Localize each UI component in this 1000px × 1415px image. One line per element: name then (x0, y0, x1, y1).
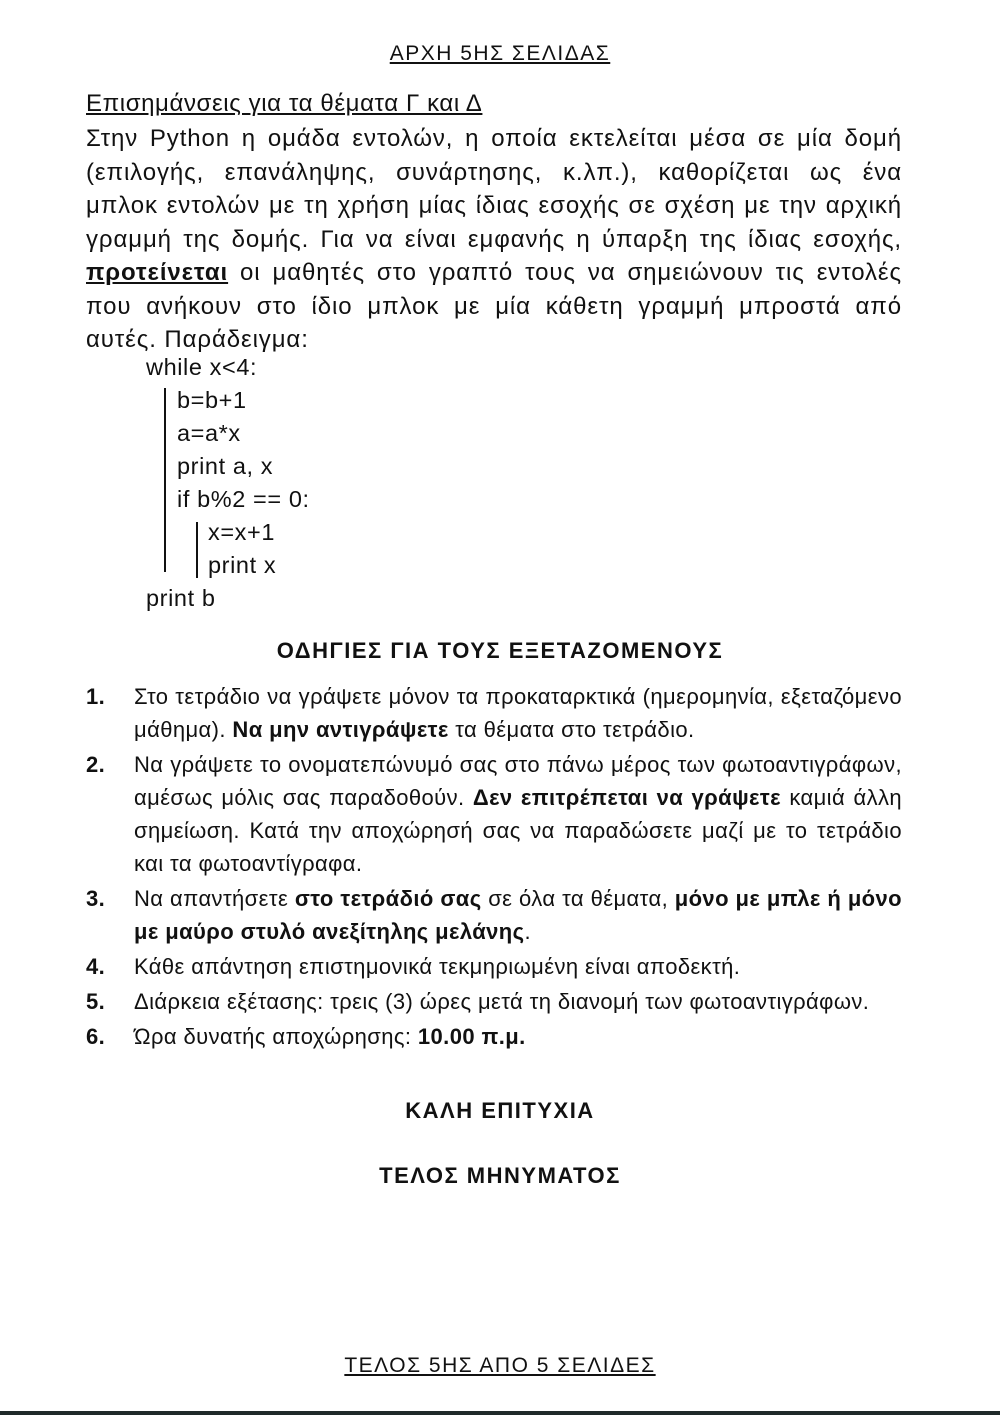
item-number: 3. (86, 886, 106, 911)
code-line-print-ax: print a, x (177, 453, 274, 479)
list-item: 6. Ώρα δυνατής αποχώρησης: 10.00 π.μ. (86, 1020, 902, 1053)
list-item: 5. Διάρκεια εξέτασης: τρεις (3) ώρες μετά τη διανομή των φωτοαντιγράφων. (86, 985, 902, 1018)
block-bar-inner (196, 522, 198, 578)
list-item: 1. Στο τετράδιο να γράψετε μόνον τα προκαταρκτικά (ημερομηνία, εξεταζόμενο μάθημα). Να μην αντιγράψετε τα θέματα στο τετράδιο. (86, 680, 902, 746)
end-of-message-heading: ΤΕΛΟΣ ΜΗΝΥΜΑΤΟΣ (379, 1163, 621, 1188)
code-line-b: b=b+1 (177, 387, 247, 413)
bottom-border (0, 1411, 1000, 1415)
list-item: 4. Κάθε απάντηση επιστημονικά τεκμηριωμένη είναι αποδεκτή. (86, 950, 902, 983)
notes-title: Επισημάνσεις για τα θέματα Γ και Δ (86, 90, 483, 117)
code-line-print-x: print x (208, 552, 277, 578)
instructions-list (86, 680, 902, 1053)
item-number: 5. (86, 989, 106, 1014)
item-number: 2. (86, 752, 106, 777)
item-number: 6. (86, 1024, 106, 1049)
notes-emphasis: προτείνεται (86, 259, 229, 286)
good-luck-heading: ΚΑΛΗ ΕΠΙΤΥΧΙΑ (405, 1098, 595, 1123)
item-number: 1. (86, 684, 106, 709)
code-line-while: while x<4: (146, 354, 258, 380)
code-line-a: a=a*x (177, 420, 241, 446)
code-line-x: x=x+1 (208, 519, 276, 545)
list-item: 2. Να γράψετε το ονοματεπώνυμό σας στο πάνω μέρος των φωτοαντιγράφων, αμέσως μόλις σας παραδοθούν. Δεν επιτρέπεται να γράψετε καμιά άλλη σημείωση. Κατά την αποχώρησή σας να παραδώσετε μαζί με το τετράδιο και τα φωτοαντίγραφα. (86, 748, 902, 880)
instructions-title: ΟΔΗΓΙΕΣ ΓΙΑ ΤΟΥΣ ΕΞΕΤΑΖΟΜΕΝΟΥΣ (276, 638, 724, 663)
page-footer: ΤΕΛΟΣ 5ΗΣ ΑΠΟ 5 ΣΕΛΙΔΕΣ (344, 1354, 656, 1377)
code-line-if: if b%2 == 0: (177, 486, 310, 512)
item-number: 4. (86, 954, 106, 979)
code-line-print-b: print b (146, 585, 216, 611)
notes-text-before: Στην Python η ομάδα εντολών, η οποία εκτελείται μέσα σε μία δομή (επιλογής, επανάληψης, συνάρτησης, κ.λπ.), καθορίζεται ως ένα μπλοκ εντολών με τη χρήση μίας ίδιας εσοχής σε σχέση με την αρχική γραμμή της δομής. Για να είναι εμφανής η ύπαρξη της ίδιας εσοχής, (86, 125, 902, 253)
list-item: 3. Να απαντήσετε στο τετράδιό σας σε όλα τα θέματα, μόνο με μπλε ή μόνο με μαύρο στυλό ανεξίτηλης μελάνης. (86, 882, 902, 948)
block-bar-outer (164, 388, 166, 572)
page-header: ΑΡΧΗ 5ΗΣ ΣΕΛΙΔΑΣ (389, 42, 611, 65)
notes-paragraph (86, 122, 902, 357)
notes-text-after: οι μαθητές στο γραπτό τους να σημειώνουν τις εντολές που ανήκουν στο ίδιο μπλοκ με μία κάθετη γραμμή μπροστά από αυτές. Παράδειγμα: (86, 259, 902, 353)
